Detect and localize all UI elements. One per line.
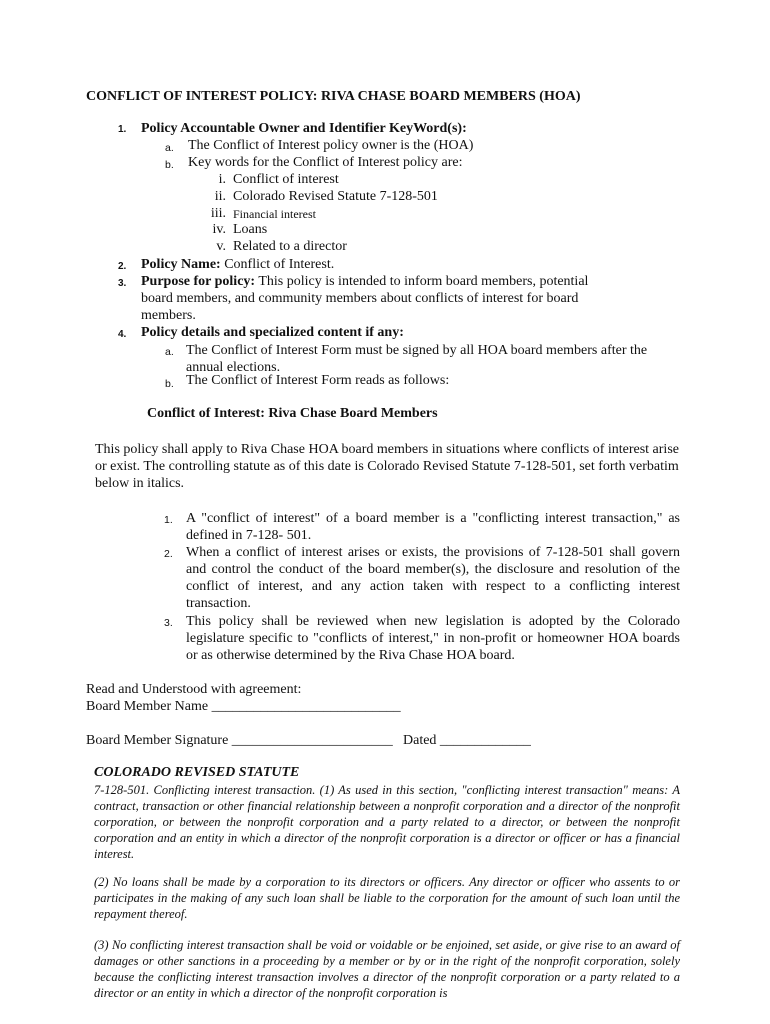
- statute-heading: COLORADO REVISED STATUTE: [94, 765, 300, 780]
- section-1b-label: b.: [165, 159, 174, 171]
- section-4b-text: The Conflict of Interest Form reads as follows:: [186, 373, 450, 388]
- keyword-4-text: Loans: [233, 222, 268, 237]
- section-2-text: Conflict of Interest.: [224, 257, 335, 272]
- keyword-4-number: iv.: [212, 222, 226, 237]
- keyword-3-number: iii.: [210, 206, 226, 221]
- statute-paragraph-3: (3) No conflicting interest transaction shall be void or voidable or be enjoined, set aside, or give rise to an award of damages or other sanctions in a proceeding by a member or by or in the right of the nonprofit corporation, solely because the conflicting interest transaction involves a director of the nonprofit corporation or a party related to a director or an entity in which a director of the nonprofit corporation is: [94, 938, 680, 1000]
- page-title: CONFLICT OF INTEREST POLICY: RIVA CHASE BOARD MEMBERS (HOA): [86, 89, 581, 104]
- form-item-3-text: This policy shall be reviewed when new legislation is adopted by the Colorado legislature specific to "conflicts of interest," in non-profit or homeowner HOA boards or as otherwise determined by the Riva Chase HOA board.: [186, 614, 680, 663]
- statute-paragraph-2: (2) No loans shall be made by a corporation to its directors or officers. Any director or officer who assents to or participates in the making of any such loan shall be liable to the corporation for the amount of such loan until the repayment thereof.: [94, 875, 680, 921]
- keyword-2-number: ii.: [214, 189, 226, 204]
- section-4b-label: b.: [165, 378, 174, 390]
- section-2-line: [141, 257, 334, 273]
- board-member-name-field[interactable]: Board Member Name ___________________________: [86, 699, 401, 714]
- keyword-3-text: Financial interest: [233, 207, 316, 221]
- form-item-1-text: A "conflict of interest" of a board member is a "conflicting interest transaction," as defined in 7-128- 501.: [186, 511, 680, 543]
- section-4-number: 4.: [118, 329, 127, 340]
- section-4a-text: The Conflict of Interest Form must be signed by all HOA board members after the annual elections.: [186, 343, 648, 375]
- section-4-heading: Policy details and specialized content if any:: [141, 325, 404, 340]
- form-intro: This policy shall apply to Riva Chase HOA board members in situations where conflicts of interest arise or exist. The controlling statute as of this date is Colorado Revised Statute 7-128-501, set forth verbatim below in italics.: [95, 442, 679, 491]
- section-3-line-2: board members, and community members about conflicts of interest for board: [141, 291, 579, 306]
- section-1a-text: The Conflict of Interest policy owner is the (HOA): [188, 138, 474, 153]
- section-1-number: 1.: [118, 124, 127, 135]
- section-1a-label: a.: [165, 142, 174, 154]
- section-1-heading: Policy Accountable Owner and Identifier KeyWord(s):: [141, 121, 467, 136]
- read-understood-line: Read and Understood with agreement:: [86, 682, 302, 697]
- section-1b-text: Key words for the Conflict of Interest policy are:: [188, 155, 463, 170]
- form-item-2-number: 2.: [164, 548, 173, 560]
- form-item-3-number: 3.: [164, 617, 173, 629]
- section-3-text-1: This policy is intended to inform board members, potential: [258, 274, 589, 289]
- section-2-number: 2.: [118, 261, 127, 272]
- keyword-5-text: Related to a director: [233, 239, 347, 254]
- section-3-line-3: members.: [141, 308, 196, 323]
- form-item-1-number: 1.: [164, 514, 173, 526]
- keyword-1-text: Conflict of interest: [233, 172, 339, 187]
- section-3-line-1: [141, 274, 588, 290]
- keyword-5-number: v.: [216, 239, 226, 254]
- form-heading: Conflict of Interest: Riva Chase Board Members: [147, 406, 438, 421]
- section-3-number: 3.: [118, 278, 127, 289]
- board-member-signature-field[interactable]: Board Member Signature _______________________: [86, 733, 393, 748]
- section-2-heading: Policy Name:: [141, 257, 221, 272]
- section-4a-label: a.: [165, 346, 174, 358]
- statute-paragraph-1: 7-128-501. Conflicting interest transaction. (1) As used in this section, "conflicting interest transaction" means: A contract, transaction or other financial relationship between a nonprofit corporation and a director of the nonprofit corporation, or between the nonprofit corporation and a party related to a director, or between the nonprofit corporation and an entity in which a director of the nonprofit corporation is a director or officer or has a financial interest.: [94, 783, 680, 861]
- keyword-1-number: i.: [218, 172, 226, 187]
- section-3-heading: Purpose for policy:: [141, 274, 256, 289]
- form-item-2-text: When a conflict of interest arises or exists, the provisions of 7-128-501 shall govern and control the conduct of the board member(s), the disclosure and resolution of the conflict of interest, and any action taken with respect to a conflicting interest transaction.: [186, 545, 680, 611]
- dated-field[interactable]: Dated _____________: [403, 733, 531, 748]
- keyword-2-text: Colorado Revised Statute 7-128-501: [233, 189, 438, 204]
